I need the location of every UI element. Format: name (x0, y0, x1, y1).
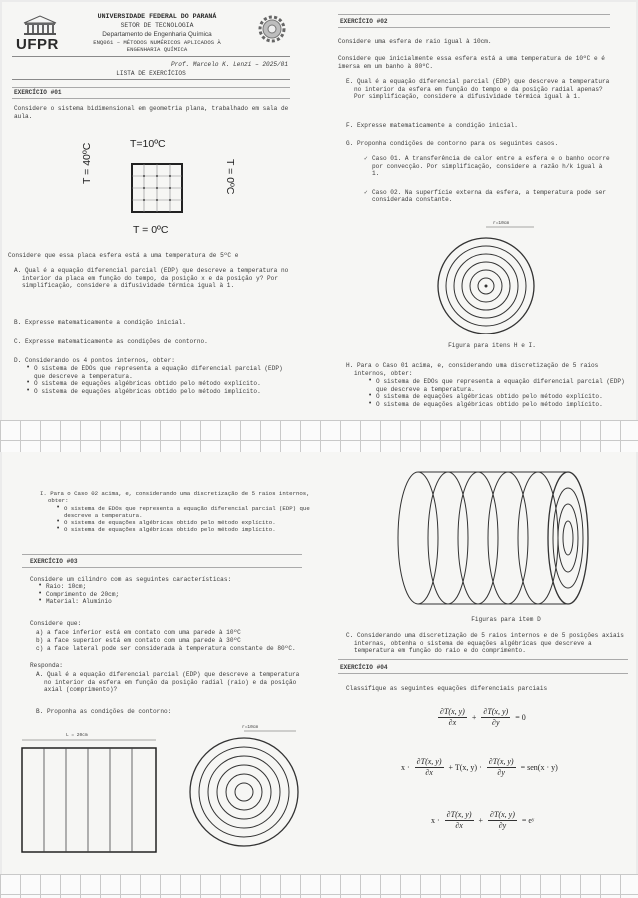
ex02-h-list (368, 378, 630, 408)
ex02-cases (364, 155, 612, 204)
ex03-answer-label: Responda: (30, 662, 63, 669)
page-1 (2, 2, 636, 420)
plate-grid-figure (124, 158, 190, 218)
list-title: LISTA DE EXERCÍCIOS (116, 70, 186, 77)
list-item: • Raio: 10cm; (38, 583, 119, 591)
cylinder-radius-label: r=10cm (242, 725, 259, 730)
cylinder-length-label: L = 20cm (66, 733, 88, 738)
ex03-intro: Considere um cilindro com as seguintes características: (30, 576, 232, 583)
ex02-i-list (56, 505, 312, 533)
ex01-statement: Considere que essa placa esfera está a uma temperatura de 5ºC e (8, 252, 239, 259)
ex02-question-e: E. Qual é a equação diferencial parcial (EDP) que descreve a temperatura no interior da esfera em função do tempo e da posição radial apenas? Por simplificação, considere a difusividade térmica igual à 1. (346, 78, 610, 101)
university-name: UNIVERSIDADE FEDERAL DO PARANÁ (97, 13, 217, 20)
plate-left-temp: T = 40ºC (81, 142, 93, 184)
ex02-question-h: H. Para o Caso 01 acima, e, considerando uma discretização de 5 raios internos, obter: (346, 362, 599, 377)
list-item: • O sistema de equações algébricas obtido pelo método implícito. (56, 526, 312, 533)
gear-logo-icon (257, 14, 287, 44)
ex01-question-a: A. Qual é a equação diferencial parcial (EDP) que descreve a temperatura no interior da placa em função do tempo, da posição x e da posição y? Por simplificação, considere a difusividade térmica igual à 1. (14, 267, 289, 290)
ex03-question-b: B. Proponha as condições de contorno: (36, 708, 172, 715)
ex02-question-f: F. Expresse matematicamente a condição inicial. (346, 122, 518, 129)
ex01-title: EXERCÍCIO #01 (14, 89, 62, 96)
list-item: • Comprimento de 20cm; (38, 591, 119, 599)
list-item: • O sistema de EDOs que representa a equação diferencial parcial (EDP) que descreve a temperatura. (26, 365, 290, 380)
list-item: • Material: Alumínio (38, 598, 119, 606)
ex02-question-i: I. Para o Caso 02 acima, e, considerando uma discretização de 5 raios internos, obter: (40, 490, 310, 504)
ex04-intro: Classifique as seguintes equações diferenciais parciais (346, 685, 548, 692)
list-item: • O sistema de EDOs que representa a equação diferencial parcial (EDP) que descreve a temperatura. (56, 505, 312, 519)
sector-name: SETOR DE TECNOLOGIA (120, 22, 194, 29)
course-name: ENQ061 – MÉTODOS NUMÉRICOS APLICADOS À (93, 39, 221, 46)
ex01-intro: Considere o sistema bidimensional em geometria plana, trabalhado em sala de aula. (14, 105, 289, 120)
university-building-logo (22, 14, 58, 36)
ex02-intro-1: Considere uma esfera de raio igual à 10cm. (338, 38, 492, 45)
ex03-properties (38, 583, 119, 606)
sphere-figure (430, 224, 540, 334)
case-02: ✓ Caso 02. Na superfície externa da esfera, a temperatura pode ser considerada constante. (364, 189, 612, 204)
professor-line: Prof. Marcelo K. Lenzi – 2025/01 (170, 61, 288, 68)
ex01-question-c: C. Expresse matematicamente as condições de contorno. (14, 338, 208, 345)
plate-right-temp: T = 0ºC (224, 159, 236, 195)
plate-bottom-temp: T = 0ºC (133, 224, 169, 236)
ex02-question-g: G. Proponha condições de contorno para os seguintes casos. (346, 140, 559, 147)
cylinder-figure-caption: Figuras para item D (471, 616, 541, 623)
list-item: • O sistema de equações algébricas obtido pelo método explícito. (56, 519, 312, 526)
equation-1: $\frac{\partial T(x, y)}{\partial x}$ + $\frac{\partial T(x, y)}{\partial y}$ = 0 (440, 707, 526, 727)
cylinder-3d-figure (394, 468, 612, 608)
cylinder-side-figure (20, 736, 160, 856)
ex03-question-a: A. Qual é a equação diferencial parcial (EDP) que descreve a temperatura no interior da esfera em função da posição radial (raio) e da posição axial (comprimento)? (36, 671, 300, 694)
list-item: • O sistema de equações algébricas obtido pelo método explícito. (26, 380, 290, 388)
ex03-condition-a: a) a face inferior está em contato com uma parede à 10ºC (36, 629, 241, 636)
ex03-condition-b: b) a face superior está em contato com uma parede à 30ºC (36, 637, 241, 644)
ex01-d-list (26, 365, 290, 395)
plate-top-temp: T=10ºC (130, 138, 166, 150)
page-2 (2, 452, 636, 874)
case-01: ✓ Caso 01. A transferência de calor entre a esfera e o banho ocorre por convecção. Por simplificação, considere a razão h/k igual à 1. (364, 155, 612, 178)
sphere-figure-caption: Figura para itens H e I. (448, 342, 536, 349)
equation-3: x · $\frac{\partial T(x, y)}{\partial x}$ + $\frac{\partial T(x, y)}{\partial y}$ = eʸ (431, 810, 535, 830)
ex01-question-b: B. Expresse matematicamente a condição inicial. (14, 319, 186, 326)
ex03-consider: Considere que: (30, 620, 82, 627)
equation-2: x · $\frac{\partial T(x, y)}{\partial x}$ + T(x, y) · $\frac{\partial T(x, y)}{\partial y}$ = sen(x · y) (401, 757, 558, 777)
department-name: Departamento de Engenharia Química (102, 31, 212, 38)
ex04-title: EXERCÍCIO #04 (340, 664, 388, 671)
ufpr-logo-text: UFPR (16, 36, 59, 53)
ex03-question-c: C. Considerando uma discretização de 5 raios internos e de 5 posições axiais internas, obtenha o sistema de equações algébricas que descreve a temperatura em função do raio e do comprimento. (346, 632, 624, 655)
ex01-question-d: D. Considerando os 4 pontos internos, obter: (14, 357, 175, 364)
ex03-title: EXERCÍCIO #03 (30, 558, 78, 565)
cylinder-cross-section-figure (182, 728, 304, 852)
list-item: • O sistema de equações algébricas obtido pelo método implícito. (368, 401, 630, 409)
list-item: • O sistema de equações algébricas obtido pelo método implícito. (26, 388, 290, 396)
ex02-intro-2: Considere que inicialmente essa esfera está a uma temperatura de 10ºC e é imersa em um banho à 80ºC. (338, 55, 605, 70)
list-item: • O sistema de equações algébricas obtido pelo método explícito. (368, 393, 630, 401)
graph-paper-gap (0, 420, 638, 452)
ex03-condition-c: c) a face lateral pode ser considerada à temperatura constante de 80ºC. (36, 645, 296, 652)
graph-paper-bottom (0, 874, 638, 898)
list-item: • O sistema de EDOs que representa a equação diferencial parcial (EDP) que descreve a temperatura. (368, 378, 630, 393)
course-name-2: ENGENHARIA QUÍMICA (126, 46, 188, 53)
ex02-title: EXERCÍCIO #02 (340, 18, 388, 25)
sphere-radius-label: r=10cm (493, 221, 510, 226)
